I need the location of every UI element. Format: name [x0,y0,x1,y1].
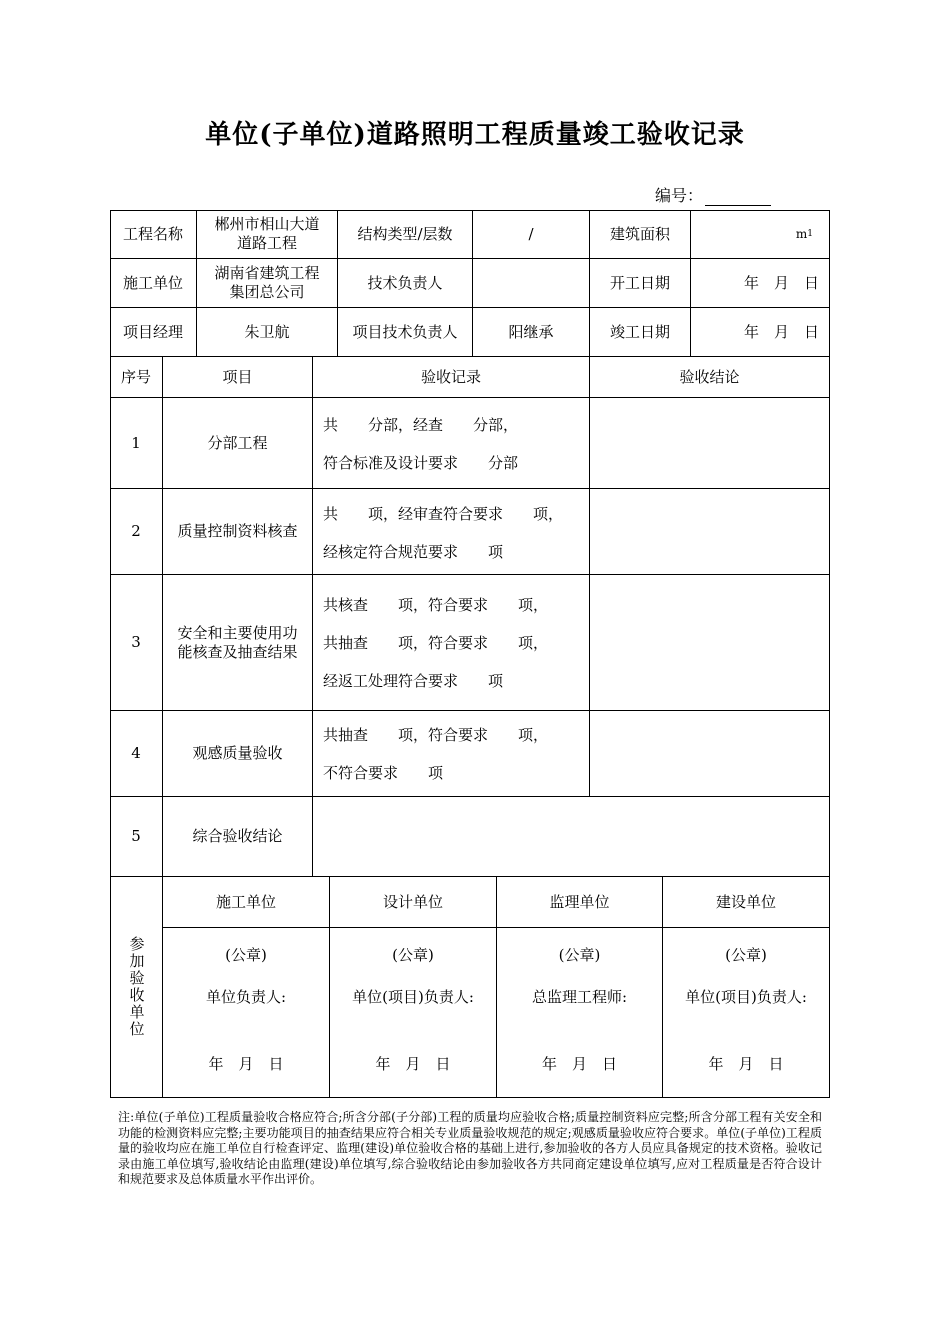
participant-3-responsible: 总监理工程师: [531,988,628,1006]
row-3-item: 安全和主要使用功能核查及抽查结果 [163,575,313,711]
col-header-record: 验收记录 [313,357,590,398]
footnote: 注:单位(子单位)工程质量验收合格应符合;所含分部(子分部)工程的质量均应验收合格;质量控制资料应完整;所含分部工程有关安全和功能的检测资料应完整;主要功能项目的抽查结果应符合相关专业质量验收规范的规定;观感质量验收应符合要求。单位(子单位)工程质量的验收均应在施工单位自行检查评定、监理(建设)单位验收合格的基础上进行,参加验收的各方人员应具备规定的技术资格。验收记录由施工单位填写,验收结论由监理(建设)单位填写,综合验收结论由参加验收各方共同商定建设单位填写,应对工程质量是否符合设计和规范要求及总体质量水平作出评价。 [118,1110,822,1186]
start-date-value: 年 月 日 [691,259,830,308]
row-2-item: 质量控制资料核查 [163,489,313,575]
acceptance-table [110,210,830,1098]
row-5-item: 综合验收结论 [163,797,313,877]
row-3-conclusion [590,575,830,711]
participants-label: 参加验收单位 [127,936,146,1038]
structure-label: 结构类型/层数 [338,210,473,259]
row-5-no: 5 [110,797,163,877]
participant-2-name: 设计单位 [330,877,497,928]
row-4-item: 观感质量验收 [163,711,313,797]
row-1-item: 分部工程 [163,398,313,489]
participant-3-seal: (公章) [558,946,601,964]
col-header-no: 序号 [110,357,163,398]
row-3-record-line-2: 共抽查 项，符合要求 项， [323,633,549,652]
row-2-record [313,489,590,575]
participant-2-sign [330,928,497,1098]
area-unit-text: m [795,226,808,241]
participant-3-date: 年 月 日 [541,1055,617,1073]
row-2-record-line-1: 共 项，经审查符合要求 项， [323,504,564,523]
row-3-record [313,575,590,711]
contractor-label: 施工单位 [110,259,197,308]
row-2-conclusion [590,489,830,575]
row-5-conclusion [313,797,830,877]
project-tech-lead-label: 项目技术负责人 [338,308,473,357]
participant-4-responsible: 单位(项目)负责人: [685,988,807,1006]
participant-1-seal: (公章) [225,946,267,964]
row-4-record-line-2: 不符合要求 项 [323,763,444,782]
serial-blank-line [705,189,771,206]
row-1-conclusion [590,398,830,489]
page-title: 单位(子单位)道路照明工程质量竣工验收记录 [205,120,745,150]
row-3-record-line-3: 经返工处理符合要求 项 [323,671,504,690]
participant-3-name: 监理单位 [497,877,663,928]
row-4-record-line-1: 共抽查 项，符合要求 项， [323,725,549,744]
area-unit [691,210,830,259]
serial-number [655,183,771,206]
participant-2-seal: (公章) [392,946,434,964]
participant-2-date: 年 月 日 [375,1055,451,1073]
participant-4-name: 建设单位 [663,877,830,928]
tech-lead-value [473,259,590,308]
col-header-conclusion: 验收结论 [590,357,830,398]
finish-date-label: 竣工日期 [590,308,691,357]
row-1-record-line-2: 符合标准及设计要求 分部 [323,453,519,472]
row-4-record [313,711,590,797]
area-unit-superscript: 1 [807,228,813,239]
row-4-conclusion [590,711,830,797]
pm-value: 朱卫航 [197,308,338,357]
area-label: 建筑面积 [590,210,691,259]
row-2-record-line-2: 经核定符合规范要求 项 [323,542,504,561]
participant-1-sign [163,928,330,1098]
participant-1-responsible: 单位负责人: [205,988,287,1006]
participant-2-responsible: 单位(项目)负责人: [352,988,474,1006]
participant-1-date: 年 月 日 [208,1055,284,1073]
row-4-no: 4 [110,711,163,797]
row-2-no: 2 [110,489,163,575]
row-1-no: 1 [110,398,163,489]
finish-date-value: 年 月 日 [691,308,830,357]
participant-4-seal: (公章) [725,946,767,964]
project-name-value: 郴州市相山大道道路工程 [197,210,338,259]
participant-4-date: 年 月 日 [708,1055,784,1073]
contractor-value: 湖南省建筑工程集团总公司 [197,259,338,308]
serial-label: 编号： [655,186,704,205]
participant-4-sign [663,928,830,1098]
participants-label-cell [110,877,163,1098]
structure-value: / [473,210,590,259]
row-3-no: 3 [110,575,163,711]
row-1-record-line-1: 共 分部，经查 分部， [323,415,519,434]
pm-label: 项目经理 [110,308,197,357]
tech-lead-label: 技术负责人 [338,259,473,308]
row-1-record [313,398,590,489]
col-header-item: 项目 [163,357,313,398]
start-date-label: 开工日期 [590,259,691,308]
project-tech-lead-value: 阳继承 [473,308,590,357]
participant-1-name: 施工单位 [163,877,330,928]
row-3-record-line-1: 共核查 项，符合要求 项， [323,595,549,614]
participant-3-sign [497,928,663,1098]
project-name-label: 工程名称 [110,210,197,259]
